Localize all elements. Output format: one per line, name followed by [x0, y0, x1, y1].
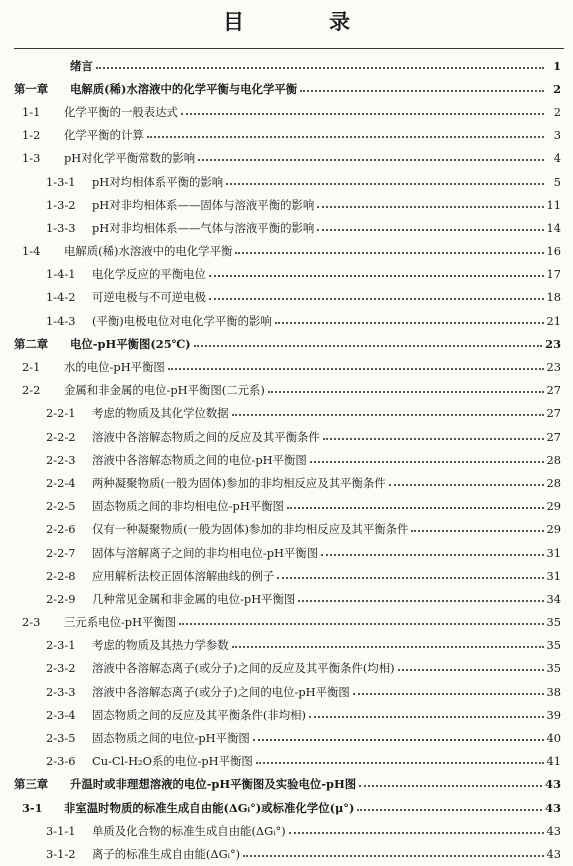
dot-leader [198, 159, 544, 161]
toc-entry[interactable] [0, 703, 573, 726]
toc-entry-title: 升温时或非理想溶液的电位-pH平衡图及实验电位-pH图 [70, 777, 357, 792]
dot-leader [317, 206, 543, 208]
toc-entry-page: 27 [546, 406, 561, 421]
dot-leader [209, 275, 544, 277]
toc-entry-page: 2 [553, 104, 561, 119]
toc-entry-page: 35 [546, 638, 561, 653]
toc-entry-number: 第一章 [14, 81, 49, 96]
toc-entry-title: 电化学反应的平衡电位 [92, 267, 206, 282]
toc-entry[interactable] [0, 750, 573, 773]
toc-entry-title: 考虑的物质及其化学位数据 [92, 406, 229, 421]
page-title: 目 录 [223, 9, 382, 34]
toc-entry-number: 2-1 [22, 360, 41, 375]
toc-entry[interactable] [0, 170, 573, 193]
dot-leader [411, 530, 543, 532]
toc-entry-title: 溶液中各溶解态物质之间的反应及其平衡条件 [92, 429, 320, 444]
toc-entry-number: 2-2-4 [46, 475, 76, 490]
toc-entry-number: 第二章 [14, 336, 49, 351]
title-divider [14, 48, 564, 49]
dot-leader [287, 507, 544, 509]
toc-entry-page: 27 [546, 383, 561, 398]
toc-entry-page: 41 [546, 754, 561, 769]
dot-leader [323, 438, 544, 440]
toc-entry-page: 23 [545, 336, 561, 351]
toc-entry-title: 几种常见金属和非金属的电位-pH平衡图 [92, 591, 296, 606]
dot-leader [243, 855, 543, 857]
toc-entry-number: 1-3-2 [46, 197, 76, 212]
toc-entry[interactable] [0, 495, 573, 518]
toc-entry-page: 31 [546, 568, 561, 583]
toc-entry[interactable] [0, 193, 573, 216]
toc-entry[interactable] [0, 355, 573, 378]
toc-entry-title: 单质及化合物的标准生成自由能(ΔGᵢ°) [92, 823, 286, 838]
dot-leader [226, 183, 544, 185]
toc-entry-page: 43 [546, 846, 561, 861]
toc-entry[interactable] [0, 587, 573, 610]
toc-entry[interactable] [0, 100, 573, 123]
toc-entry-title: 化学平衡的计算 [64, 128, 144, 143]
dot-leader [194, 345, 542, 347]
toc-entry-title: 固体与溶解离子之间的非均相电位-pH平衡图 [92, 545, 319, 560]
toc-entry-number: 2-3-6 [46, 754, 76, 769]
toc-entry-number: 2-3-1 [46, 638, 76, 653]
toc-entry[interactable] [0, 448, 573, 471]
toc-entry-title: Cu-Cl-H₂O系的电位-pH平衡图 [92, 754, 253, 769]
dot-leader [359, 785, 542, 787]
dot-leader [168, 368, 544, 370]
toc-entry-title: 电解质(稀)水溶液中的电化学平衡 [64, 244, 233, 259]
toc-entry[interactable] [0, 564, 573, 587]
toc-entry-number: 2-2-1 [46, 406, 76, 421]
toc-entry-number: 2-3 [22, 615, 41, 630]
toc-entry[interactable] [0, 402, 573, 425]
dot-leader [353, 693, 544, 695]
toc-entry-number: 1-4-1 [46, 267, 76, 282]
toc-entry-number: 1-3-3 [46, 220, 76, 235]
toc-entry-number: 1-1 [22, 104, 41, 119]
toc-entry[interactable] [0, 773, 573, 796]
toc-entry-title: pH对化学平衡常数的影响 [64, 151, 196, 166]
toc-entry[interactable] [0, 332, 573, 355]
toc-entry-number: 1-4-2 [46, 290, 76, 305]
dot-leader [235, 252, 543, 254]
toc-entry-number: 2-2-2 [46, 429, 76, 444]
toc-entry-page: 40 [546, 731, 561, 746]
dot-leader [179, 623, 543, 625]
toc-entry-number: 2-2-6 [46, 522, 76, 537]
toc-entry-page: 35 [546, 615, 561, 630]
toc-entry-title: 电位-pH平衡图(25℃) [70, 336, 191, 351]
toc-entry[interactable] [0, 796, 573, 819]
dot-leader [253, 739, 544, 741]
toc-entry-number: 2-3-4 [46, 707, 76, 722]
toc-entry-number: 3-1-1 [46, 823, 76, 838]
dot-leader [357, 809, 542, 811]
toc-entry[interactable] [0, 726, 573, 749]
toc-entry-number: 3-1-2 [46, 846, 76, 861]
toc-entry[interactable] [0, 216, 573, 239]
toc-entry[interactable] [0, 471, 573, 494]
toc-entry[interactable] [0, 77, 573, 100]
toc-entry[interactable] [0, 309, 573, 332]
toc-entry-title: 化学平衡的一般表达式 [64, 104, 178, 119]
toc-entry-page: 11 [546, 197, 561, 212]
toc-entry-title: 固态物质之间的非均相电位-pH平衡图 [92, 499, 284, 514]
toc-entry-number: 2-2-3 [46, 452, 76, 467]
toc-entry-number: 2-3-2 [46, 661, 76, 676]
dot-leader [300, 90, 544, 92]
dot-leader [289, 832, 544, 834]
table-of-contents [0, 54, 573, 866]
toc-entry-number: 2-2 [22, 383, 41, 398]
toc-entry-title: pH对非均相体系——气体与溶液平衡的影响 [92, 220, 315, 235]
toc-entry[interactable] [0, 379, 573, 402]
toc-entry-title: 应用解析法校正固体溶解曲线的例子 [92, 568, 275, 583]
dot-leader [232, 646, 544, 648]
toc-entry-title: 绪言 [70, 58, 93, 73]
toc-entry[interactable] [0, 518, 573, 541]
toc-entry[interactable] [0, 263, 573, 286]
toc-entry-page: 35 [546, 661, 561, 676]
toc-entry-page: 3 [553, 128, 561, 143]
toc-entry-number: 1-4-3 [46, 313, 76, 328]
toc-entry[interactable] [0, 657, 573, 680]
toc-entry-page: 43 [546, 823, 561, 838]
dot-leader [389, 484, 544, 486]
toc-entry[interactable] [0, 680, 573, 703]
dot-leader [96, 67, 544, 69]
toc-entry-page: 18 [546, 290, 561, 305]
toc-entry-number: 1-3-1 [46, 174, 76, 189]
toc-entry[interactable] [0, 240, 573, 263]
toc-entry[interactable] [0, 819, 573, 842]
dot-leader [317, 229, 543, 231]
dot-leader [398, 669, 544, 671]
toc-entry-title: 电解质(稀)水溶液中的化学平衡与电化学平衡 [70, 81, 298, 96]
toc-entry-page: 29 [546, 522, 561, 537]
toc-entry-page: 1 [553, 58, 561, 73]
toc-entry-number: 2-3-5 [46, 731, 76, 746]
toc-entry-page: 39 [546, 707, 561, 722]
toc-entry-page: 14 [546, 220, 561, 235]
dot-leader [256, 762, 544, 764]
toc-entry-title: 可逆电极与不可逆电极 [92, 290, 206, 305]
toc-entry[interactable] [0, 842, 573, 865]
toc-entry-number: 2-2-8 [46, 568, 76, 583]
toc-entry-number: 1-2 [22, 128, 41, 143]
toc-entry-page: 34 [546, 591, 561, 606]
dot-leader [275, 322, 544, 324]
toc-entry-title: 仅有一种凝聚物质(一般为固体)参加的非均相反应及其平衡条件 [92, 522, 409, 537]
toc-entry[interactable] [0, 611, 573, 634]
dot-leader [268, 391, 544, 393]
toc-entry-page: 16 [546, 244, 561, 259]
toc-entry-page: 27 [546, 429, 561, 444]
toc-entry-number: 1-4 [22, 244, 41, 259]
toc-entry[interactable] [0, 541, 573, 564]
toc-entry-title: 离子的标准生成自由能(ΔGᵢ°) [92, 846, 241, 861]
toc-entry-title: 溶液中各溶解态离子(或分子)之间的反应及其平衡条件(均相) [92, 661, 395, 676]
toc-entry-title: (平衡)电极电位对电化学平衡的影响 [92, 313, 272, 328]
toc-entry-page: 28 [546, 452, 561, 467]
dot-leader [298, 600, 543, 602]
toc-entry-number: 2-2-5 [46, 499, 76, 514]
toc-entry-page: 31 [546, 545, 561, 560]
dot-leader [309, 716, 544, 718]
toc-entry-title: 考虑的物质及其热力学参数 [92, 638, 229, 653]
toc-entry-title: pH对均相体系平衡的影响 [92, 174, 224, 189]
toc-entry-page: 21 [546, 313, 561, 328]
dot-leader [277, 577, 543, 579]
toc-entry-title: 固态物质之间的反应及其平衡条件(非均相) [92, 707, 306, 722]
toc-entry[interactable] [0, 425, 573, 448]
toc-entry[interactable] [0, 54, 573, 77]
toc-entry-page: 5 [553, 174, 561, 189]
toc-entry-page: 29 [546, 499, 561, 514]
toc-entry-number: 第三章 [14, 777, 49, 792]
toc-entry-page: 17 [546, 267, 561, 282]
toc-entry-title: 金属和非金属的电位-pH平衡图(二元系) [64, 383, 265, 398]
toc-entry-page: 38 [546, 684, 561, 699]
toc-entry-page: 43 [545, 800, 561, 815]
toc-entry-number: 1-3 [22, 151, 41, 166]
dot-leader [209, 298, 544, 300]
dot-leader [181, 113, 544, 115]
toc-entry-title: 固态物质之间的电位-pH平衡图 [92, 731, 250, 746]
toc-entry-page: 23 [546, 360, 561, 375]
toc-entry-number: 2-2-7 [46, 545, 76, 560]
toc-entry-number: 2-2-9 [46, 591, 76, 606]
toc-entry-title: 溶液中各溶解态物质之间的电位-pH平衡图 [92, 452, 307, 467]
toc-entry-title: 水的电位-pH平衡图 [64, 360, 165, 375]
toc-entry[interactable] [0, 124, 573, 147]
toc-entry-title: 非室温时物质的标准生成自由能(ΔGᵢ°)或标准化学位(μ°) [64, 800, 355, 815]
toc-entry-page: 28 [546, 475, 561, 490]
toc-entry-page: 2 [553, 81, 561, 96]
dot-leader [232, 414, 544, 416]
toc-entry[interactable] [0, 286, 573, 309]
toc-entry-number: 3-1 [22, 800, 43, 815]
toc-entry-title: pH对非均相体系——固体与溶液平衡的影响 [92, 197, 315, 212]
toc-entry[interactable] [0, 634, 573, 657]
toc-entry[interactable] [0, 147, 573, 170]
toc-entry-page: 43 [545, 777, 561, 792]
toc-entry-title: 两种凝聚物质(一般为固体)参加的非均相反应及其平衡条件 [92, 475, 386, 490]
dot-leader [321, 554, 543, 556]
dot-leader [147, 136, 544, 138]
dot-leader [310, 461, 544, 463]
toc-entry-title: 溶液中各溶解态离子(或分子)之间的电位-pH平衡图 [92, 684, 350, 699]
toc-entry-page: 4 [553, 151, 561, 166]
toc-entry-title: 三元系电位-pH平衡图 [64, 615, 177, 630]
toc-entry-number: 2-3-3 [46, 684, 76, 699]
